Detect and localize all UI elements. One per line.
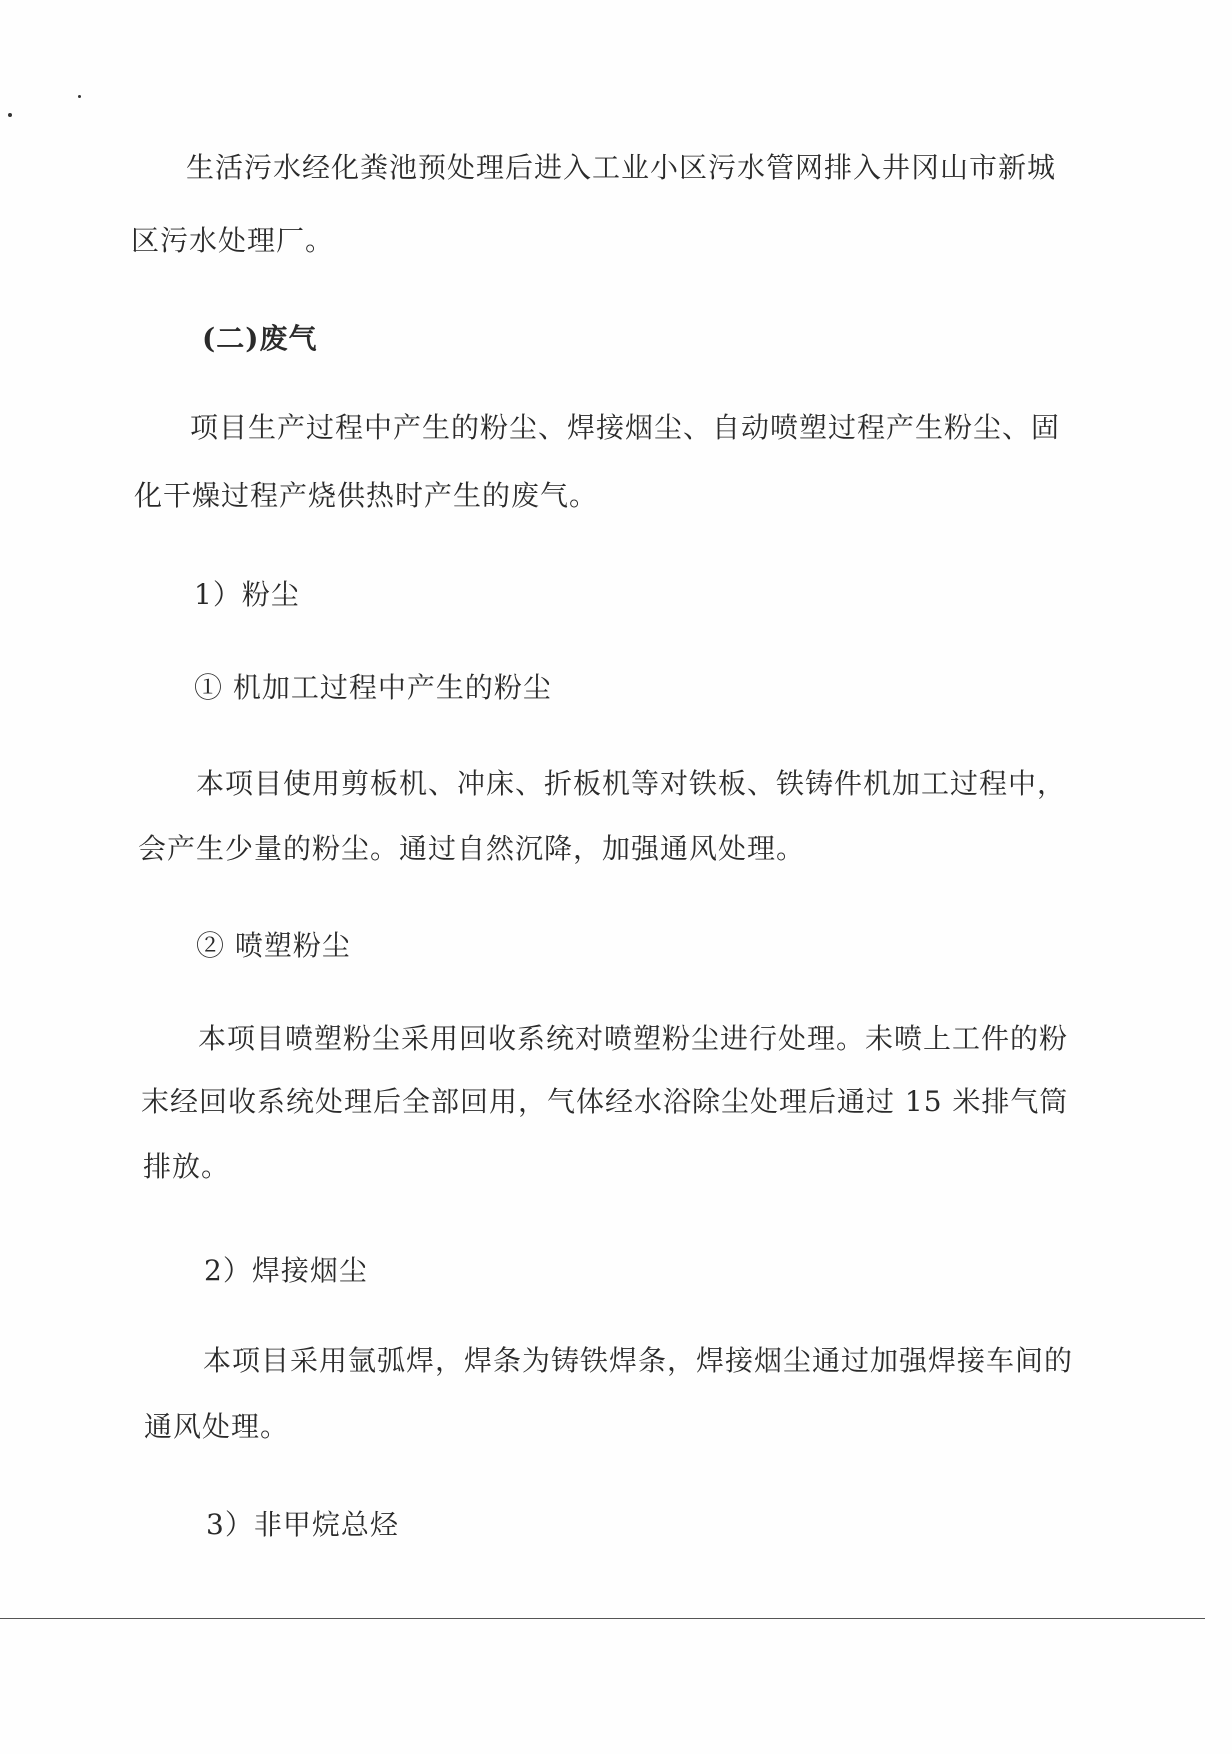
paragraph-3-line-2: 会产生少量的粉尘。通过自然沉降，加强通风处理。 [138,832,806,865]
paragraph-5-line-2: 通风处理。 [144,1410,290,1443]
item-1-sub-2-heading: ② 喷塑粉尘 [196,929,351,962]
paragraph-2-line-1: 项目生产过程中产生的粉尘、焊接烟尘、自动喷塑过程产生粉尘、固 [190,411,1061,444]
paragraph-4-line-3: 排放。 [143,1150,231,1183]
paragraph-4-line-1: 本项目喷塑粉尘采用回收系统对喷塑粉尘进行处理。未喷上工件的粉 [198,1022,1069,1055]
item-1-sub-1-heading: ① 机加工过程中产生的粉尘 [194,671,552,704]
section-heading: (二)废气 [202,322,318,355]
footer-rule [0,1618,1205,1619]
paragraph-2-line-2: 化干燥过程产烧供热时产生的废气。 [134,479,599,512]
paragraph-1-line-2: 区污水处理厂。 [131,224,335,257]
paragraph-3-line-1: 本项目使用剪板机、冲床、折板机等对铁板、铁铸件机加工过程中， [196,767,1067,800]
paragraph-4-line-2: 末经回收系统处理后全部回用，气体经水浴除尘处理后通过 15 米排气筒 [141,1085,1069,1118]
paragraph-5-line-1: 本项目采用氩弧焊，焊条为铸铁焊条，焊接烟尘通过加强焊接车间的 [203,1344,1074,1377]
paragraph-1-line-1: 生活污水经化粪池预处理后进入工业小区污水管网排入井冈山市新城 [186,151,1057,184]
item-1-heading: 1）粉尘 [194,578,300,611]
scan-speck [8,113,12,117]
item-2-heading: 2）焊接烟尘 [204,1254,368,1287]
item-3-heading: 3）非甲烷总烃 [206,1508,399,1541]
scan-speck [78,95,81,98]
